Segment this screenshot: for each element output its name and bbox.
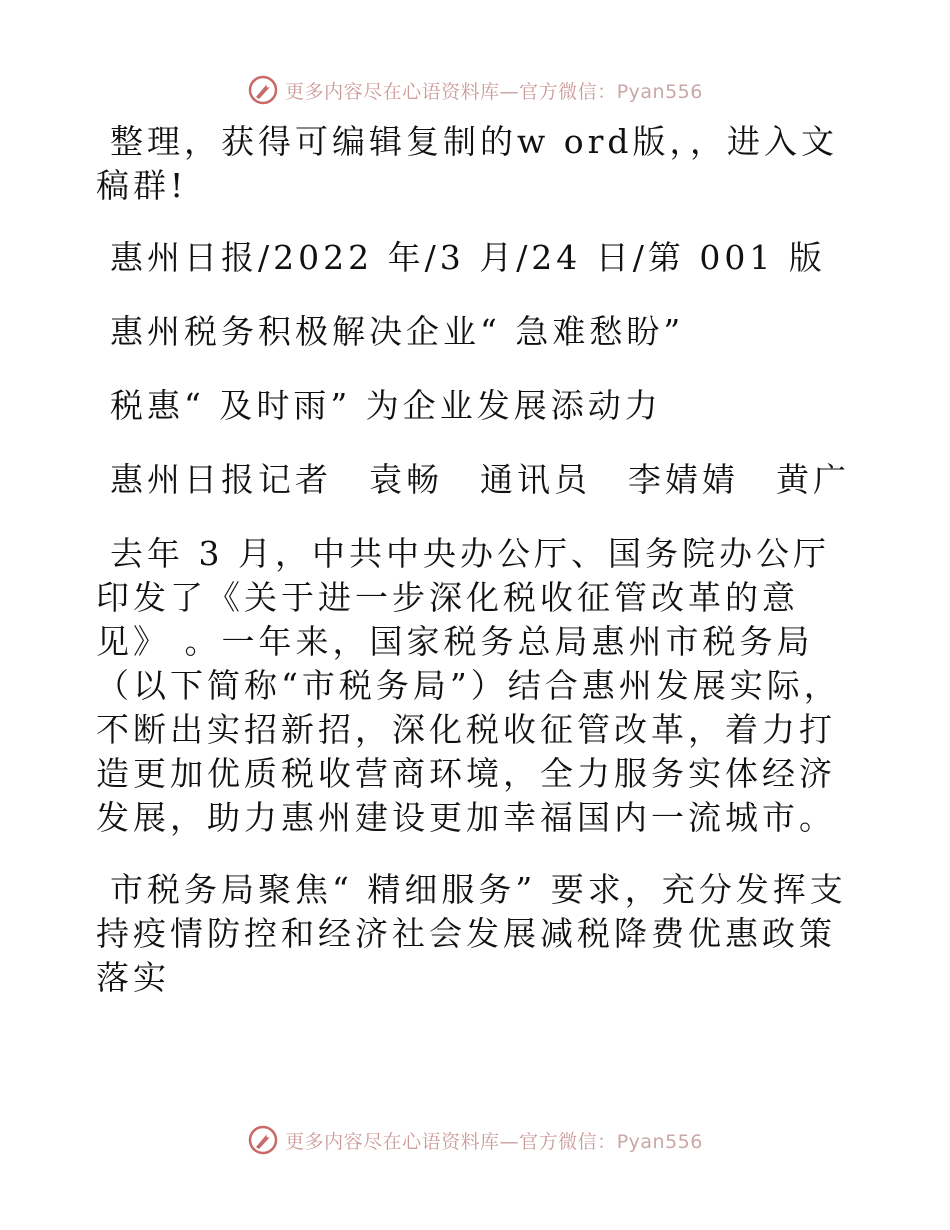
watermark-separator: —: [499, 80, 520, 103]
watermark-handle: Pyan556: [616, 1130, 703, 1153]
watermark-top: [0, 70, 950, 110]
document-body: [96, 120, 856, 1000]
paragraph-1: 去年 3 月，中共中央办公厅、国务院办公厅印发了《关于进一步深化税收征管改革的意见》 。一年来，国家税务总局惠州市税务局（以下简称“市税务局”）结合惠州发展实际，不断出实招新招，深化税收征管改革，着力打造更加优质税收营商环境，全力服务实体经济发展，助力惠州建设更加幸福国内一流城市。: [96, 534, 841, 837]
byline: 惠州日报记者 袁畅 通讯员 李婧婧 黄广: [110, 460, 850, 499]
watermark-separator: —: [499, 1130, 520, 1153]
pen-nib-logo-icon: [247, 1124, 279, 1156]
intro-text: 整理，获得可编辑复制的w ord版，，进入文稿群!: [96, 122, 839, 205]
pen-nib-logo-icon: [247, 74, 279, 106]
watermark-brand: 更多内容尽在心语资料库: [285, 1130, 500, 1153]
watermark-wechat-label: 官方微信：: [519, 80, 617, 103]
paragraph-2: 市税务局聚焦“ 精细服务” 要求，充分发挥支持疫情防控和经济社会发展减税降费优惠政策落实: [96, 870, 847, 997]
watermark-text: [285, 77, 703, 104]
watermark-bottom: [0, 1120, 950, 1160]
source-line: 惠州日报/2022 年/3 月/24 日/第 001 版: [110, 238, 826, 277]
watermark-brand: 更多内容尽在心语资料库: [285, 80, 500, 103]
watermark-handle: Pyan556: [616, 80, 703, 103]
watermark-text: [285, 1127, 703, 1154]
watermark-wechat-label: 官方微信：: [519, 1130, 617, 1153]
headline: 惠州税务积极解决企业“ 急难愁盼”: [110, 312, 685, 351]
subheadline: 税惠“ 及时雨” 为企业发展添动力: [110, 386, 662, 425]
